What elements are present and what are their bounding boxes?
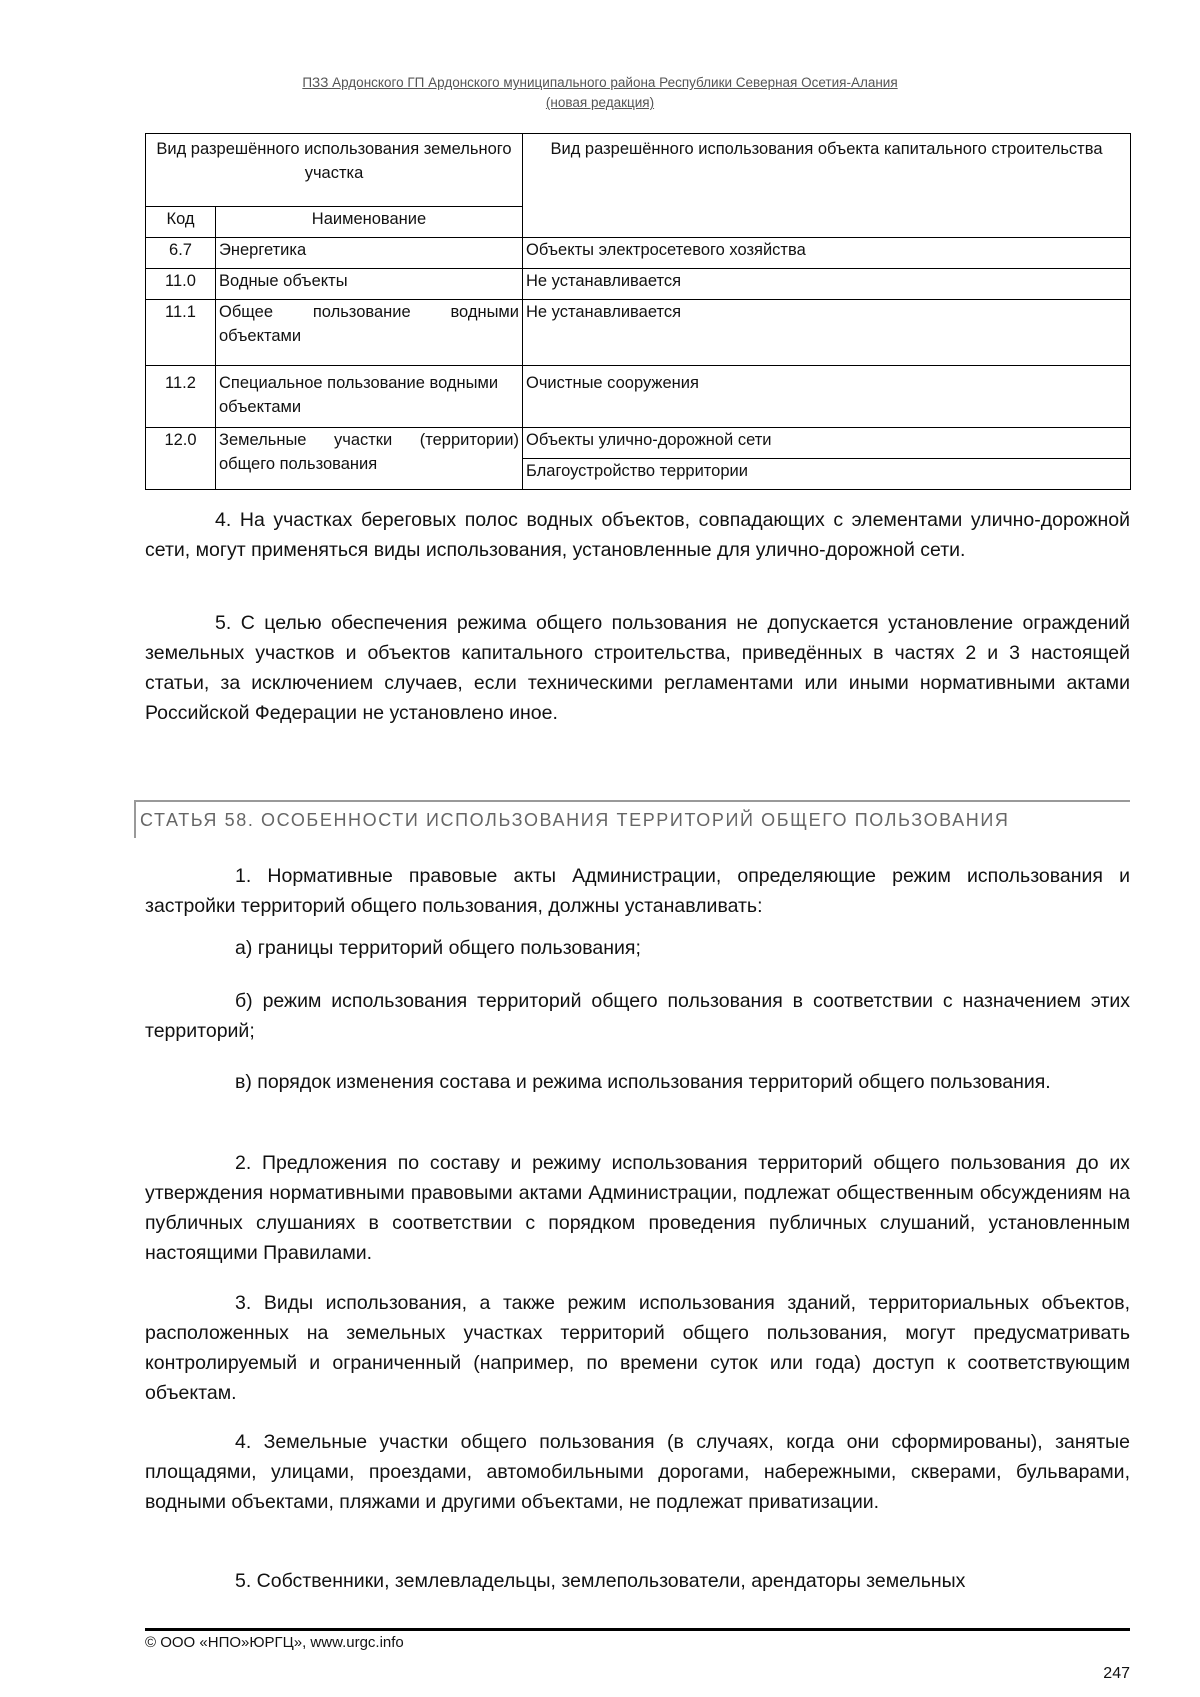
table-col-code: Код [146, 207, 216, 238]
row-object: Очистные сооружения [523, 366, 1131, 428]
row-name: Специальное пользование водными объектами [216, 366, 523, 428]
table-row [146, 366, 1131, 428]
header-line-1: ПЗЗ Ардонского ГП Ардонского муниципального района Республики Северная Осетия-Алания [302, 75, 898, 90]
row-name: Земельные участки (территории) общего пользования [216, 428, 523, 490]
paragraph: 5. Собственники, землевладельцы, землепользователи, арендаторы земельных [235, 1570, 966, 1592]
paragraph: 1. Нормативные правовые акты Администрации, определяющие режим использования и застройки территорий общего пользования, должны устанавливать: [145, 865, 1130, 917]
table-col-name: Наименование [216, 207, 523, 238]
page-number: 247 [1103, 1665, 1130, 1682]
row-object: Объекты улично-дорожной сети [523, 428, 1131, 459]
paragraph: 5. С целью обеспечения режима общего пользования не допускается установление ограждений земельных участков и объектов капитального строительства, приведённых в частях 2 и 3 настоящей статьи, за исключением случаев, если техническими регламентами или иными нормативными актами Российской Федерации не установлено иное. [145, 612, 1130, 724]
paragraph: 4. На участках береговых полос водных объектов, совпадающих с элементами улично-дорожной сети, могут применяться виды использования, установленные для улично-дорожной сети. [145, 509, 1130, 561]
footer-copyright: © ООО «НПО»ЮРГЦ», www.urgc.info [145, 1634, 404, 1651]
section-heading: СТАТЬЯ 58. ОСОБЕННОСТИ ИСПОЛЬЗОВАНИЯ ТЕРРИТОРИЙ ОБЩЕГО ПОЛЬЗОВАНИЯ [134, 800, 1130, 838]
row-code: 11.0 [146, 269, 216, 300]
row-object: Не устанавливается [523, 269, 1131, 300]
row-object: Благоустройство территории [523, 459, 1131, 490]
table-head-land-use: Вид разрешённого использования земельного участка [146, 134, 523, 207]
row-name: Энергетика [216, 238, 523, 269]
table-row [146, 300, 1131, 366]
table-row [146, 238, 1131, 269]
row-object: Не устанавливается [523, 300, 1131, 366]
list-item: б) режим использования территорий общего пользования в соответствии с назначением этих территорий; [145, 990, 1130, 1042]
row-name: Водные объекты [216, 269, 523, 300]
row-code: 12.0 [146, 428, 216, 490]
paragraph: 3. Виды использования, а также режим использования зданий, территориальных объектов, расположенных на земельных участках территорий общего пользования, могут предусматривать контролируемый и ограниченный (например, по времени суток или года) доступ к соответствующим объектам. [145, 1292, 1130, 1404]
row-code: 11.1 [146, 300, 216, 366]
row-code: 6.7 [146, 238, 216, 269]
land-use-table [145, 133, 1131, 490]
paragraph: 4. Земельные участки общего пользования (в случаях, когда они сформированы), занятые площадями, улицами, проездами, автомобильными дорогами, набережными, скверами, бульварами, водными объектами, пляжами и другими объектами, не подлежат приватизации. [145, 1431, 1130, 1513]
document-header [0, 73, 1200, 113]
list-item: в) порядок изменения состава и режима использования территорий общего пользования. [235, 1071, 1051, 1093]
footer-divider [145, 1628, 1130, 1631]
header-line-2: (новая редакция) [545, 95, 655, 110]
list-item: а) границы территорий общего пользования; [235, 937, 641, 959]
table-row [146, 428, 1131, 459]
row-object: Объекты электросетевого хозяйства [523, 238, 1131, 269]
paragraph: 2. Предложения по составу и режиму использования территорий общего пользования до их утверждения нормативными правовыми актами Администрации, подлежат общественным обсуждениям на публичных слушаниях в соответствии с порядком проведения публичных слушаний, установленным настоящими Правилами. [145, 1152, 1130, 1264]
table-head-capital-construction: Вид разрешённого использования объекта капитального строительства [523, 134, 1131, 238]
row-name: Общее пользование водными объектами [216, 300, 523, 366]
table-row [146, 269, 1131, 300]
row-code: 11.2 [146, 366, 216, 428]
